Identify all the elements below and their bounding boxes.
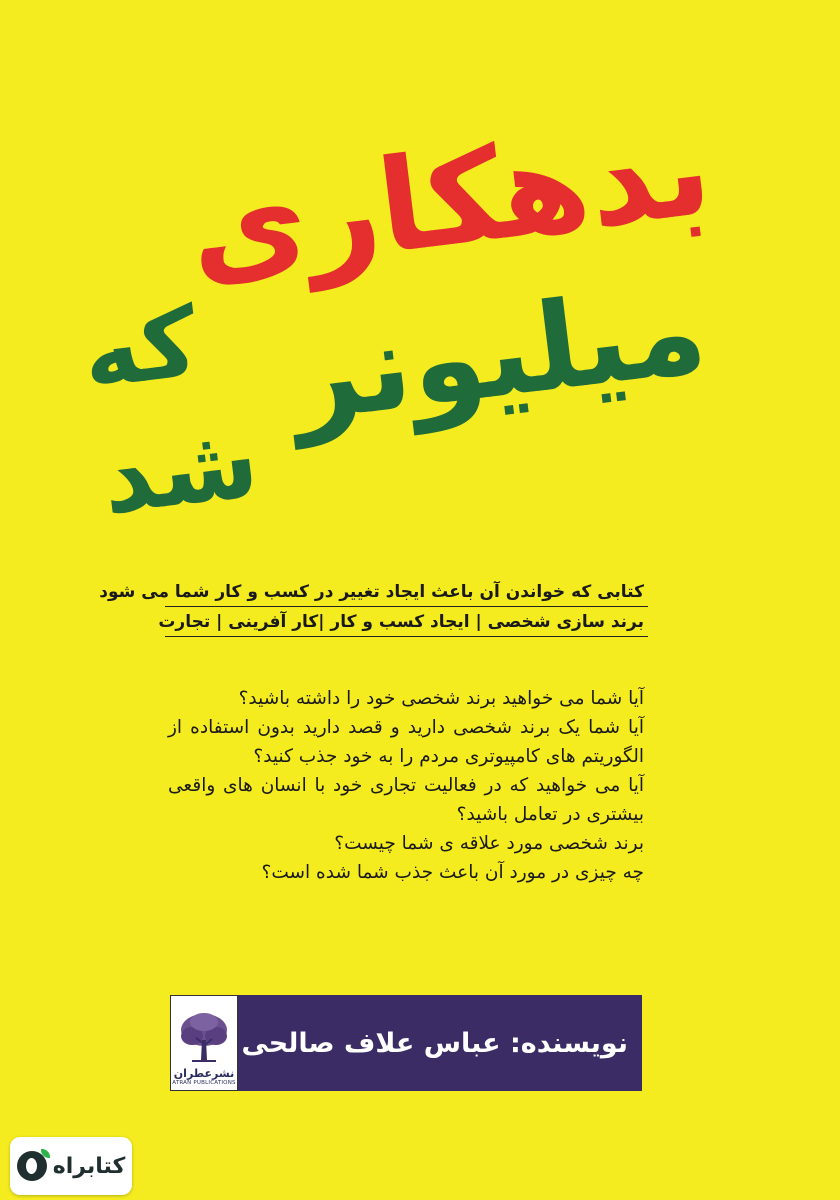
- question-item: آیا شما می خواهید برند شخصی خود را داشته باشید؟: [238, 688, 644, 709]
- author-band: [238, 995, 642, 1091]
- question-list: [168, 684, 644, 887]
- leaf-icon: [41, 1149, 50, 1158]
- subtitle-line-1: کتابی که خواندن آن باعث ایجاد تغییر در کسب و کار شما می شود: [165, 580, 648, 607]
- subtitle-line-2: برند سازی شخصی | ایجاد کسب و کار |کار آفرینی | تجارت: [165, 610, 648, 637]
- ketabrah-watermark: [10, 1137, 132, 1195]
- author-section: [170, 995, 642, 1091]
- title-became: شد: [95, 401, 265, 538]
- question-item: برند شخصی مورد علاقه ی شما چیست؟: [334, 833, 644, 854]
- title-millionaire: میلیونر: [283, 260, 714, 450]
- publisher-name-fa: نشرعطران: [173, 1066, 235, 1080]
- author-name: نویسنده: عباس علاف صالحی: [241, 1027, 628, 1059]
- publisher-logo: [170, 995, 238, 1091]
- question-item: چه چیزی در مورد آن باعث جذب شما شده است؟: [261, 862, 644, 883]
- watermark-label: کتابراه: [52, 1153, 126, 1179]
- publisher-name-en: ATRAN PUBLICATIONS: [172, 1079, 236, 1086]
- tree-icon: [178, 1010, 230, 1068]
- question-item: آیا می خواهید که در فعالیت تجاری خود با انسان های واقعی بیشتری در تعامل باشید؟: [168, 775, 644, 825]
- title-debtor: بدهکاری: [180, 94, 720, 307]
- title-that: که: [76, 285, 204, 411]
- subtitle: [99, 580, 648, 637]
- ketabrah-logo-icon: [17, 1151, 47, 1181]
- question-item: آیا شما یک برند شخصی دارید و قصد دارید بدون استفاده از الگوریتم های کامپیوتری مردم را به خود جذب کنید؟: [168, 717, 644, 767]
